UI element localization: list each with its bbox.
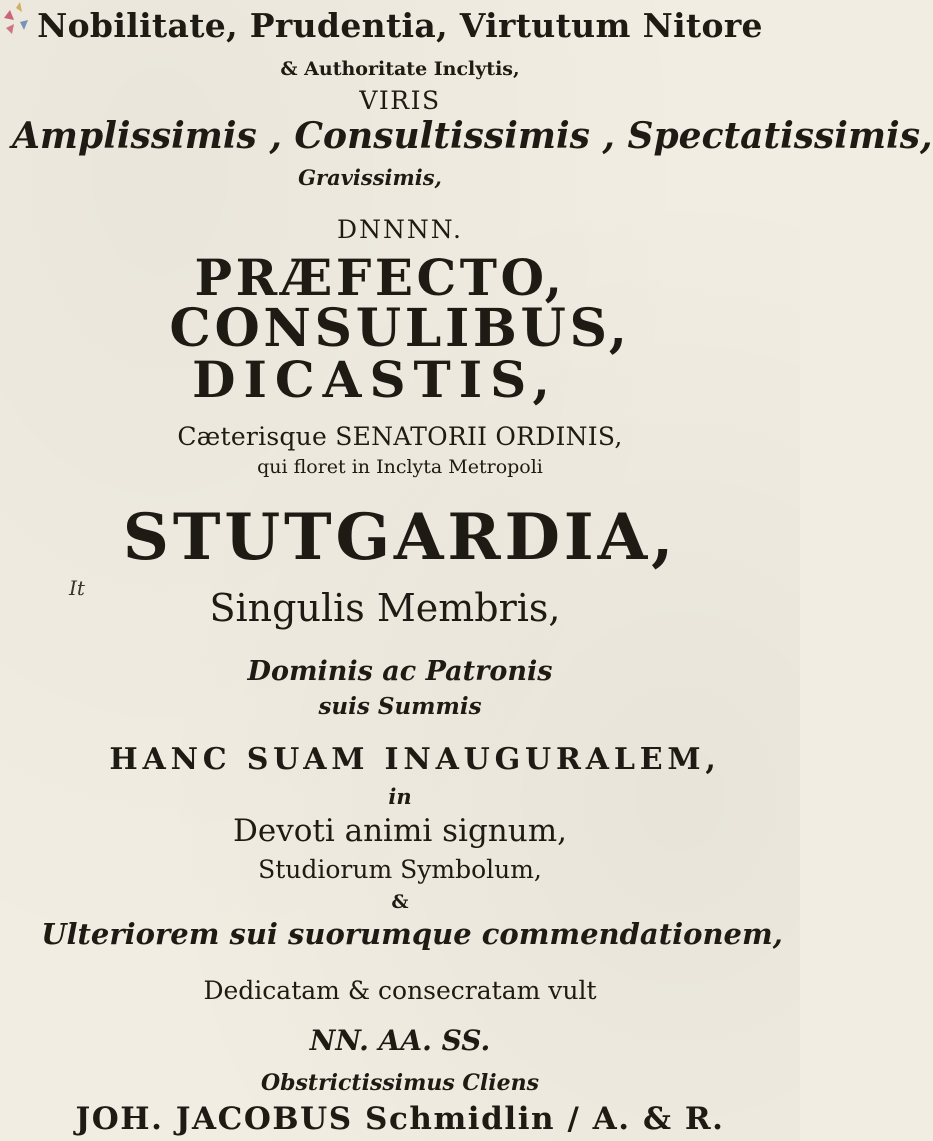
dedication-line-ampersand: & — [391, 891, 409, 913]
dedication-line-in: in — [388, 784, 412, 809]
dedication-line-viris: VIRIS — [359, 86, 441, 115]
dedication-line-signum: Devoti animi signum, — [233, 813, 567, 849]
dedication-line-summis: suis Summis — [318, 693, 482, 720]
dedication-line-nobilitate: Nobilitate, Prudentia, Virtutum Nitore — [37, 6, 763, 45]
dedication-line-dnnnn: DNNNN. — [337, 215, 463, 244]
dedication-line-praefecto: PRÆFECTO, — [194, 248, 566, 307]
dedication-line-consulibus: CONSULIBUS, — [169, 298, 631, 359]
dedication-line-gravissimis: Gravissimis, — [298, 165, 442, 190]
dedication-line-senatorii: Cæterisque SENATORII ORDINIS, — [177, 422, 623, 451]
dedication-line-inauguralem: HANC SUAM INAUGURALEM, — [109, 742, 721, 777]
dedication-line-amplissimis: Amplissimis , Consultissimis , Spectatissimis, — [12, 115, 933, 157]
dedication-line-stutgardia: STUTGARDIA, — [122, 500, 678, 575]
dedication-line-symbolum: Studiorum Symbolum, — [258, 855, 542, 884]
dedication-line-dicastis: DICASTIS, — [192, 350, 558, 409]
dedication-line-dedicatam: Dedicatam & consecratam vult — [203, 976, 597, 1005]
dedication-line-membris: Singulis Membris, — [209, 586, 561, 630]
margin-annotation: It — [69, 576, 85, 600]
dedication-line-cliens: Obstrictissimus Cliens — [260, 1070, 539, 1096]
dedication-line-author: JOH. JACOBUS Schmidlin / A. & R. — [75, 1101, 725, 1137]
dedication-line-metropoli: qui floret in Inclyta Metropoli — [257, 456, 543, 478]
dedication-line-initials: NN. AA. SS. — [309, 1024, 491, 1057]
dedication-line-dominis: Dominis ac Patronis — [247, 656, 553, 687]
dedication-line-authoritate: & Authoritate Inclytis, — [280, 58, 520, 80]
dedication-line-commendationem: Ulteriorem sui suorumque commendationem, — [41, 917, 783, 951]
